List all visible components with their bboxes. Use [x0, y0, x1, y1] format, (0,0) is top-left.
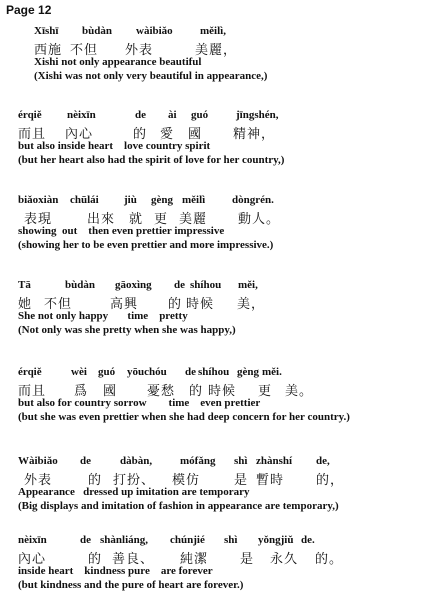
chinese-word: 精神，: [233, 127, 276, 142]
pinyin-word: de: [174, 279, 185, 291]
chinese-word: 的: [168, 297, 183, 312]
chinese-word: 美。: [285, 384, 314, 399]
pinyin-word: nèixīn: [67, 109, 96, 121]
chinese-word: 憂愁: [147, 384, 176, 399]
chinese-word: 的，: [316, 473, 345, 488]
pinyin-word: nèixīn: [18, 534, 47, 546]
english-gloss: Appearance dressed up imitation are temporary: [18, 486, 250, 498]
pinyin-word: gèng: [151, 194, 173, 206]
pinyin-word: de: [80, 455, 91, 467]
pinyin-word: érqiě: [18, 109, 42, 121]
pinyin-word: shì: [224, 534, 238, 546]
chinese-word: 的: [133, 127, 148, 142]
pinyin-word: shíhou: [190, 279, 222, 291]
english-translation: (Xishi was not only very beautiful in appearance,): [34, 70, 268, 82]
chinese-word: 的。: [315, 552, 344, 567]
pinyin-word: zhànshí: [256, 455, 293, 467]
chinese-word: 暫時: [256, 473, 285, 488]
chinese-word: 的: [189, 384, 204, 399]
chinese-word: 內心: [18, 552, 47, 567]
chinese-word: 打扮、: [113, 473, 156, 488]
chinese-word: 高興: [110, 297, 139, 312]
chinese-word: 更: [154, 212, 169, 227]
pinyin-word: guó: [98, 366, 116, 378]
pinyin-word: chúnjié: [170, 534, 205, 546]
chinese-word: 是: [240, 552, 255, 567]
pinyin-word: dòngrén.: [232, 194, 274, 206]
english-gloss: but also for country sorrow time even prettier: [18, 397, 261, 409]
pinyin-word: měilì,: [200, 25, 226, 37]
pinyin-word: dàbàn,: [120, 455, 153, 467]
pinyin-word: shànliáng,: [100, 534, 148, 546]
pinyin-word: de: [135, 109, 146, 121]
pinyin-word: bùdàn: [65, 279, 95, 291]
chinese-word: 永久: [270, 552, 299, 567]
chinese-word: 她: [18, 297, 33, 312]
pinyin-word: yōuchóu: [127, 366, 167, 378]
chinese-word: 外表: [125, 43, 154, 58]
chinese-word: 西施: [34, 43, 63, 58]
pinyin-word: chūlái: [70, 194, 99, 206]
chinese-word: 的: [88, 473, 103, 488]
chinese-word: 而且: [18, 127, 47, 142]
chinese-word: 時候: [208, 384, 237, 399]
chinese-word: 出來: [87, 212, 116, 227]
chinese-word: 美，: [237, 297, 266, 312]
english-gloss: She not only happy time pretty: [18, 310, 188, 322]
chinese-word: 國: [188, 127, 203, 142]
pinyin-word: gèng: [237, 366, 259, 378]
chinese-word: 不但: [70, 43, 99, 58]
english-translation: (but her heart also had the spirit of love for her country,): [18, 154, 285, 166]
chinese-word: 美麗: [179, 212, 208, 227]
english-translation: (Big displays and imitation of fashion in appearance are temporary,): [18, 500, 339, 512]
pinyin-word: Xīshī: [34, 25, 59, 37]
chinese-word: 善良、: [112, 552, 155, 567]
english-gloss: but also inside heart love country spirit: [18, 140, 211, 152]
pinyin-word: wàibiǎo: [136, 25, 173, 37]
english-gloss: inside heart kindness pure are forever: [18, 565, 213, 577]
pinyin-word: yǒngjiǔ: [258, 534, 294, 546]
chinese-word: 不但: [44, 297, 73, 312]
chinese-word: 純潔: [180, 552, 209, 567]
chinese-word: 的: [88, 552, 103, 567]
pinyin-word: Tā: [18, 279, 31, 291]
chinese-word: 爲: [74, 384, 89, 399]
pinyin-word: jiù: [124, 194, 137, 206]
page-number: Page 12: [6, 3, 52, 17]
chinese-word: 就: [129, 212, 144, 227]
pinyin-word: ài: [168, 109, 177, 121]
pinyin-word: shì: [234, 455, 248, 467]
english-translation: (showing her to be even prettier and more impressive.): [18, 239, 274, 251]
pinyin-word: bùdàn: [82, 25, 112, 37]
pinyin-word: Wàibiǎo: [18, 455, 58, 467]
pinyin-word: de.: [301, 534, 315, 546]
chinese-word: 內心: [65, 127, 94, 142]
chinese-word: 動人。: [238, 212, 281, 227]
pinyin-word: de,: [316, 455, 330, 467]
chinese-word: 外表: [24, 473, 53, 488]
english-gloss: showing out then even prettier impressive: [18, 225, 225, 237]
chinese-word: 國: [103, 384, 118, 399]
chinese-word: 更: [258, 384, 273, 399]
pinyin-word: měi,: [238, 279, 258, 291]
english-gloss: Xishi not only appearance beautiful: [34, 56, 202, 68]
pinyin-word: wèi: [71, 366, 87, 378]
chinese-word: 而且: [18, 384, 47, 399]
pinyin-word: mófǎng: [180, 455, 216, 467]
pinyin-word: gāoxìng: [115, 279, 152, 291]
chinese-word: 是: [234, 473, 249, 488]
pinyin-word: érqiě: [18, 366, 42, 378]
pinyin-word: de: [185, 366, 196, 378]
chinese-word: 表現: [24, 212, 53, 227]
pinyin-word: měilì: [182, 194, 206, 206]
chinese-word: 美麗，: [195, 43, 238, 58]
pinyin-word: biǎoxiàn: [18, 194, 59, 206]
pinyin-word: shíhou: [198, 366, 230, 378]
pinyin-word: měi.: [262, 366, 282, 378]
chinese-word: 模仿: [172, 473, 201, 488]
english-translation: (but kindness and the pure of heart are forever.): [18, 579, 244, 591]
pinyin-word: de: [80, 534, 91, 546]
english-translation: (but she was even prettier when she had deep concern for her country.): [18, 411, 350, 423]
pinyin-word: jīngshén,: [236, 109, 279, 121]
english-translation: (Not only was she pretty when she was happy,): [18, 324, 236, 336]
chinese-word: 愛: [160, 127, 175, 142]
pinyin-word: guó: [191, 109, 209, 121]
chinese-word: 時候: [186, 297, 215, 312]
